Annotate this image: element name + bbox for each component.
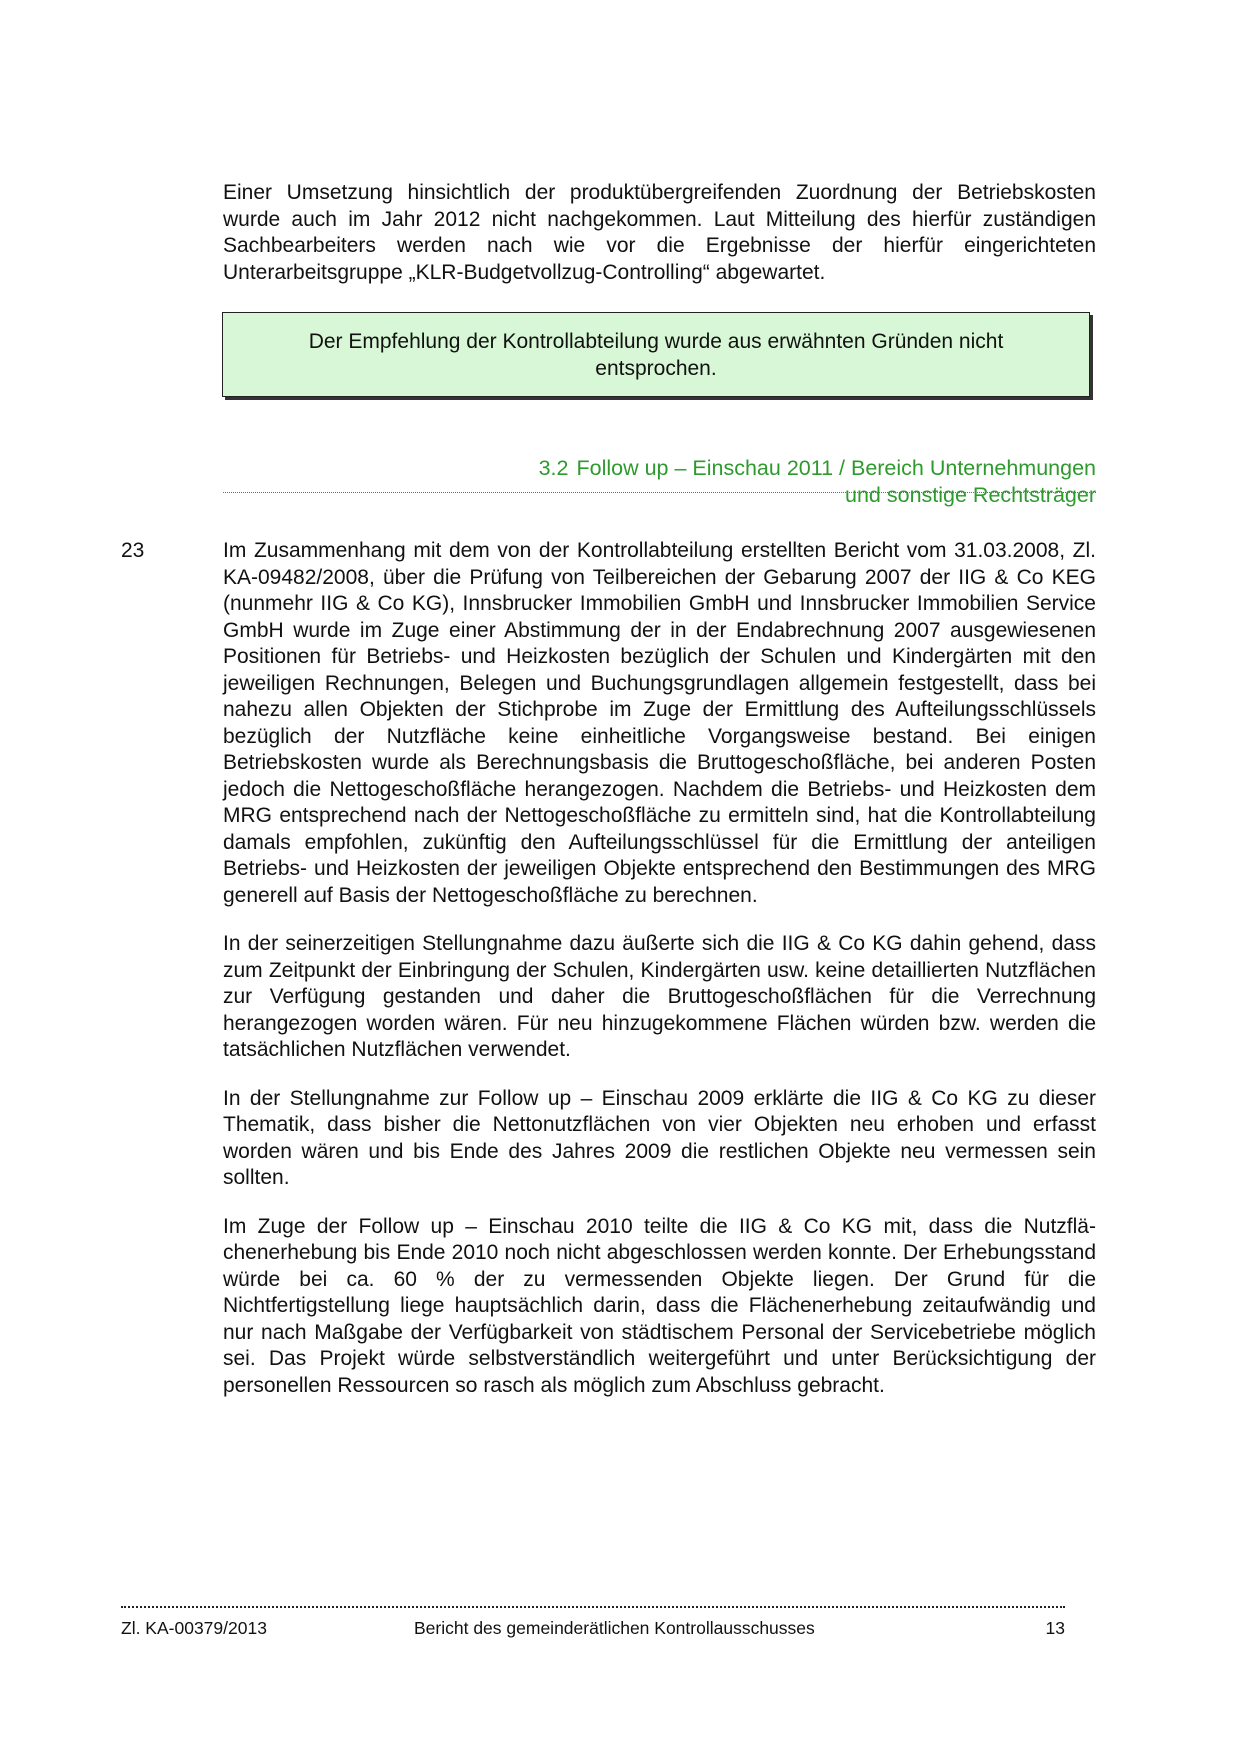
section-title-line-1: Follow up – Einschau 2011 / Bereich Unternehmungen — [576, 456, 1096, 480]
section-heading-line-1 — [223, 455, 1096, 482]
section-title-line-2: und sonstige Rechtsträger — [845, 483, 1096, 507]
body-paragraph-1: Im Zusammenhang mit dem von der Kontrollabteilung erstellten Bericht vom 31.03.2008, Zl. KA-09482/2008, über die Prüfung von Teilbereichen der Gebarung 2007 der IIG & Co KEG (nunmehr IIG & Co KG), Innsbrucker Immobilien GmbH und Innsbrucker Immobilien Service GmbH wurde im Zuge einer Abstimmung der in der Endabrechnung 2007 ausgewiesenen Positionen für Betriebs- und Heizkosten bezüglich der Schulen und Kindergärten mit den jeweiligen Rechnungen, Belegen und Buchungsgrundlagen allgemein festgestellt, dass bei nahezu allen Objekten der Stichprobe im Zuge der Ermittlung des Aufteilungsschlüssels bezüglich der Nutzfläche keine einheitliche Vorgangsweise bestand. Bei einigen Betriebskosten wurde als Berechnungsbasis die Bruttogeschoßfläche, bei anderen Posten jedoch die Nettogeschoßfläche herangezogen. Nachdem die Betriebs- und Heizkosten dem MRG entsprechend nach der Nettogeschoßfläche zu ermitteln sind, hat die Kontrollabteilung damals empfohlen, zukünftig den Aufteilungsschlüssel für die Ermittlung der anteiligen Betriebs- und Heizkosten der jeweiligen Objekte entsprechend den Bestimmungen des MRG generell auf Basis der Nettogeschoßfläche zu berechnen. — [223, 539, 1096, 907]
footer-page-number: 13 — [1045, 1618, 1065, 1638]
section-heading-dotted-rule — [223, 492, 1096, 493]
body-text — [223, 538, 1096, 1399]
body-paragraph-2: In der seinerzeitigen Stellungnahme dazu äußerte sich die IIG & Co KG dahin gehend, dass zum Zeitpunkt der Einbringung der Schulen, Kindergärten usw. keine detaillierten Nutzflächen zur Verfügung gestanden und daher die Bruttogeschoßflächen für die Verrechnung herangezogen worden wären. Für neu hinzugekommene Flächen würden bzw. werden die tatsächlichen Nutzflächen verwendet. — [223, 932, 1096, 1061]
section-number: 3.2 — [538, 456, 569, 480]
footer-title: Bericht des gemeinderätlichen Kontrollausschusses — [414, 1618, 815, 1638]
intro-paragraph: Einer Umsetzung hinsichtlich der produktübergreifenden Zuordnung der Betriebskosten wurde auch im Jahr 2012 nicht nachgekommen. Laut Mitteilung des hierfür zuständigen Sachbearbeiters werden nach wie vor die Ergebnisse der hierfür eingerichteten Unterarbeitsgruppe „KLR-Budgetvollzug-Controlling“ abgewartet. — [223, 181, 1096, 284]
footer-reference: Zl. KA-00379/2013 — [121, 1618, 267, 1638]
body-paragraph-4: Im Zuge der Follow up – Einschau 2010 teilte die IIG & Co KG mit, dass die Nutzflächenerhebung bis Ende 2010 noch nicht abgeschlossen werden konnte. Der Erhebungsstand würde bei ca. 60 % der zu vermessenden Objekte liegen. Der Grund für die Nichtfertigstellung liege hauptsächlich darin, dass die Flächenerhebung zeitaufwändig und nur nach Maßgabe der Verfügbarkeit von städtischem Personal der Servicebetriebe möglich sei. Das Projekt würde selbstverständlich weitergeführt und unter Berücksichtigung der personellen Ressourcen so rasch als möglich zum Abschluss gebracht. — [223, 1214, 1096, 1397]
body-paragraph-3: In der Stellungnahme zur Follow up – Einschau 2009 erklärte die IIG & Co KG zu dieser Thematik, dass bisher die Nettonutzflächen von vier Objekten neu erhoben und erfasst worden wären und bis Ende des Jahres 2009 die restlichen Objekte neu vermessen sein sollten. — [223, 1086, 1096, 1189]
footer-dotted-rule — [121, 1606, 1065, 1608]
section-heading — [223, 455, 1096, 509]
callout-text: Der Empfehlung der Kontrollabteilung wurde aus erwähnten Gründen nicht entsprochen. — [308, 329, 1004, 380]
recommendation-callout-box — [222, 312, 1090, 397]
intro-section — [223, 180, 1096, 286]
paragraph-number: 23 — [121, 539, 145, 562]
